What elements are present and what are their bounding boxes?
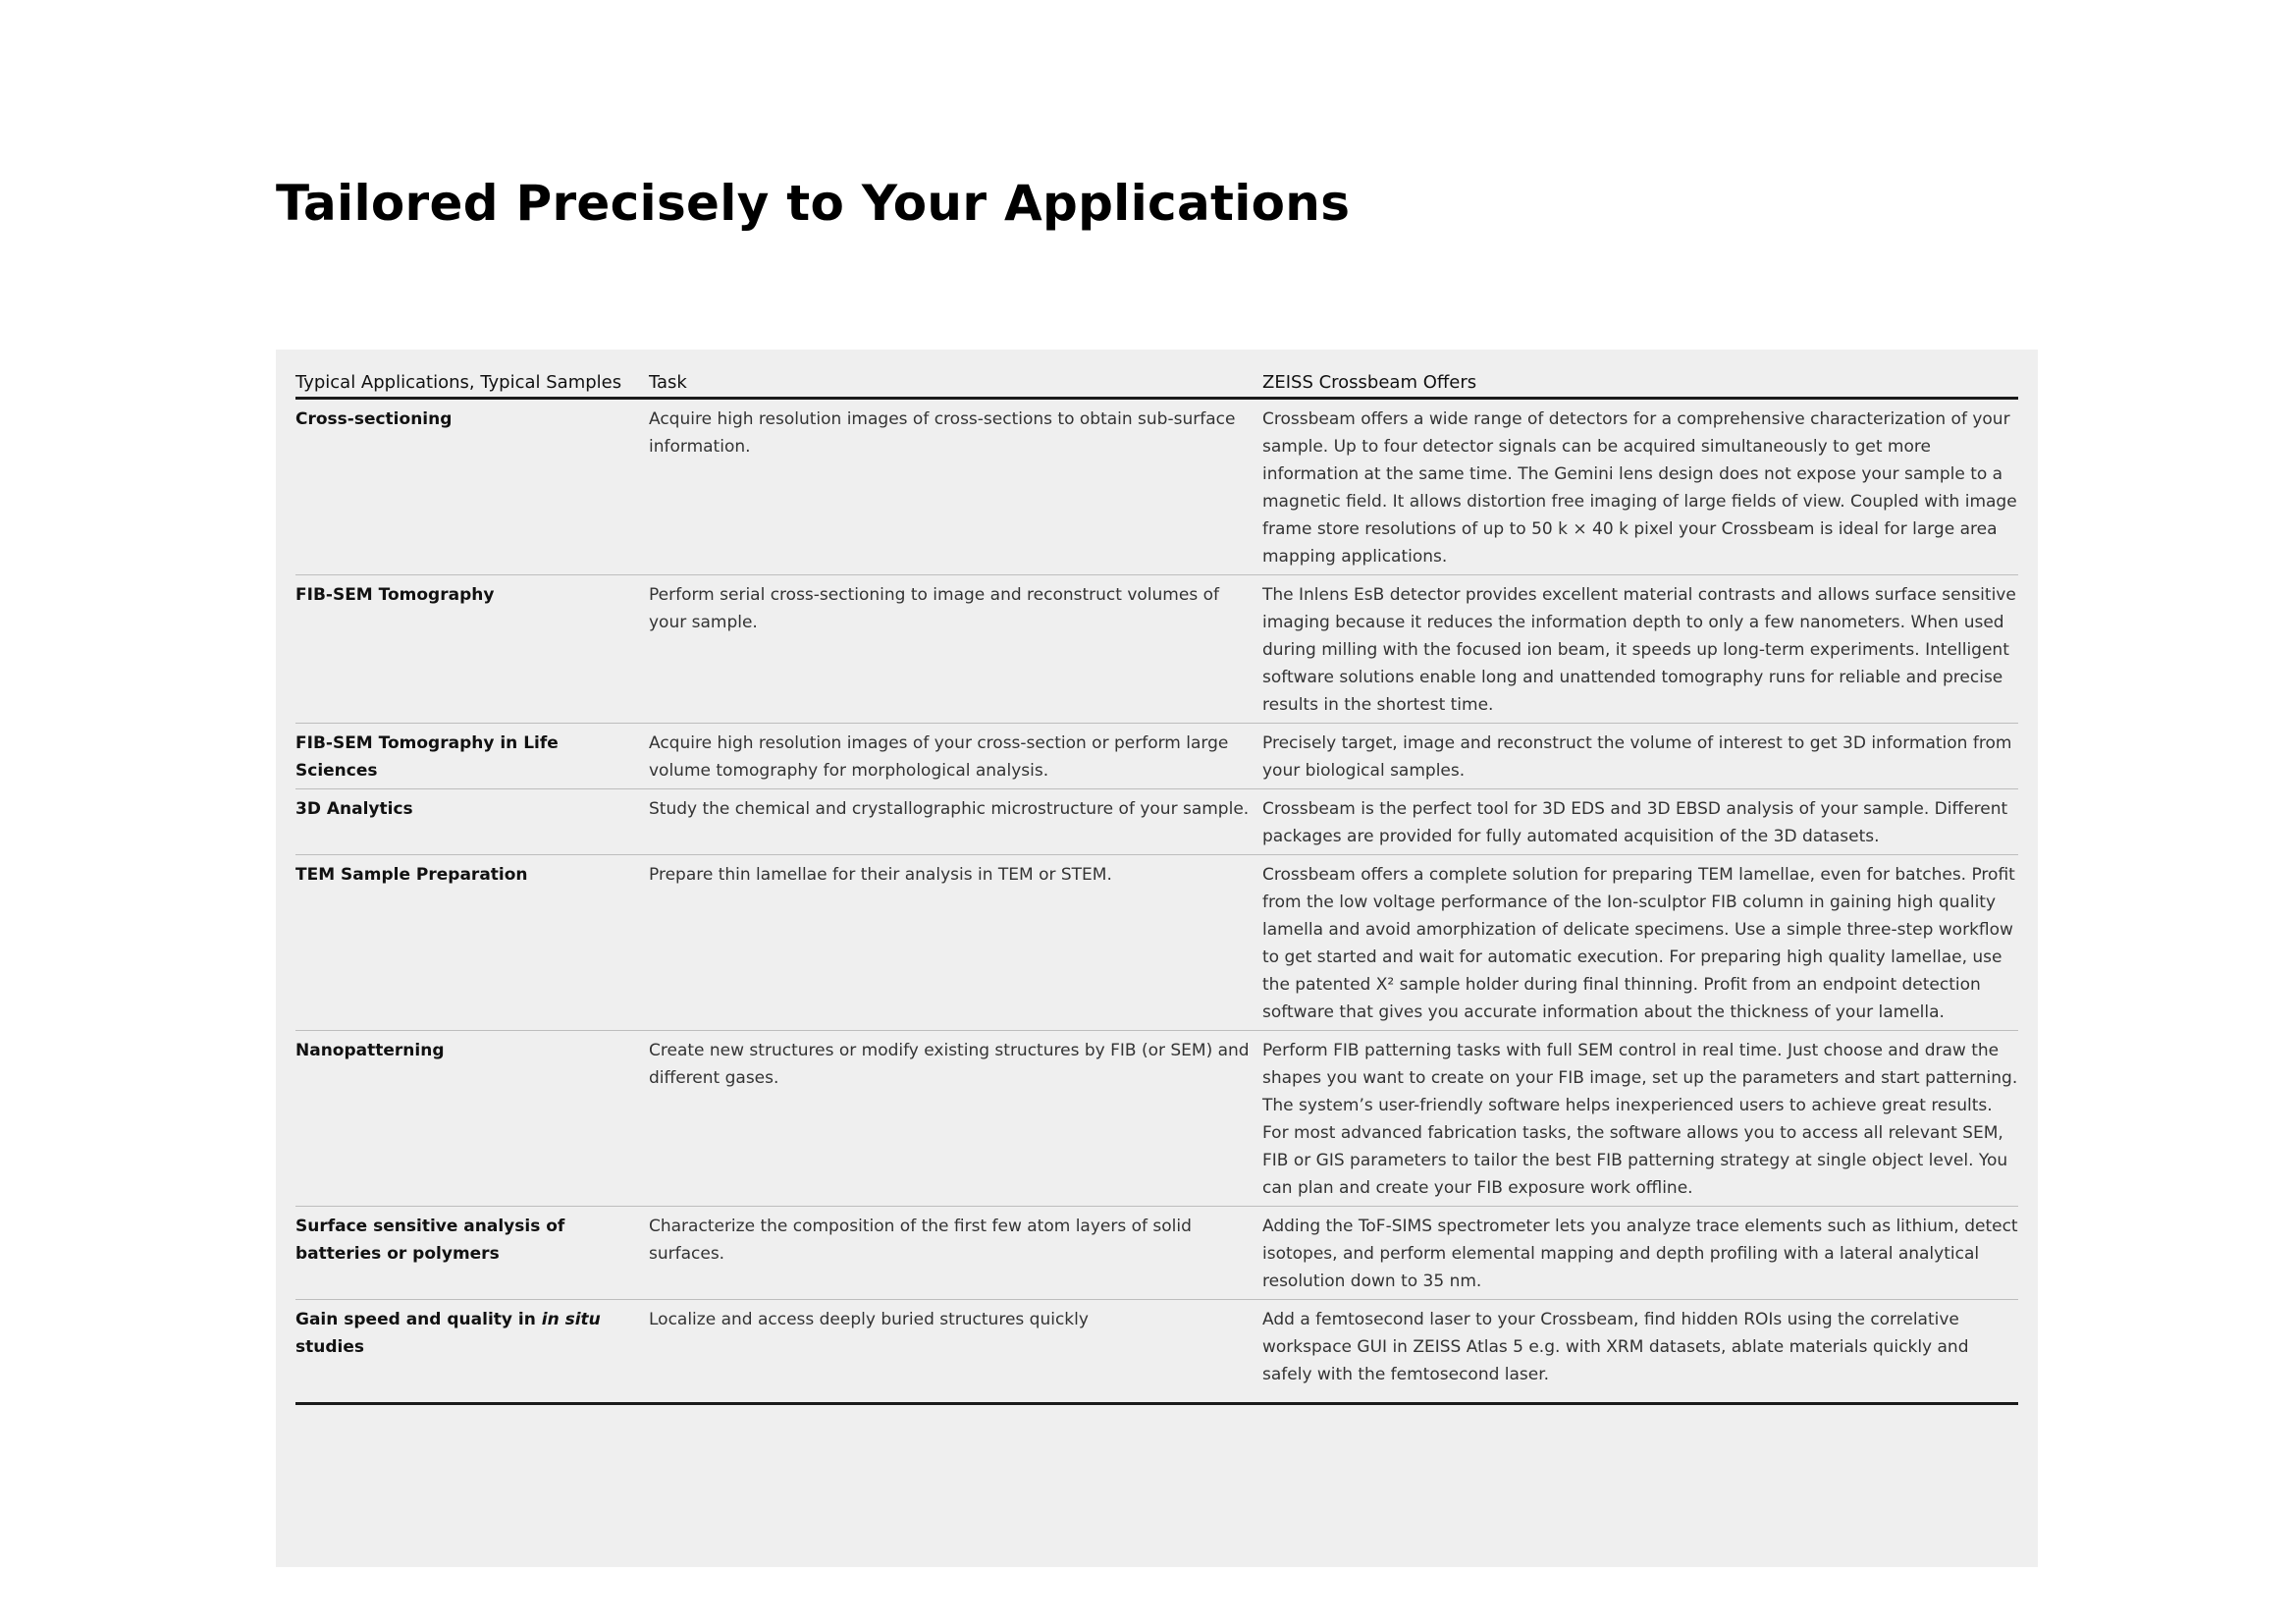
application-text-prefix: Gain speed and quality in [295,1310,542,1329]
application-cell: Surface sensitive analysis of batteries or polymers [295,1207,649,1300]
application-cell: 3D Analytics [295,789,649,855]
application-cell: Nanopatterning [295,1031,649,1207]
offer-cell: The Inlens EsB detector provides excellent material contrasts and allows surface sensitive imaging because it reduces the information depth to only a few nanometers. When used during milling with the focused ion beam, it speeds up long-term experiments. Intelligent software solutions enable long and unattended tomography runs for reliable and precise results in the shortest time. [1262,575,2018,724]
table-wrapper [295,367,2018,1405]
table-row [295,789,2018,855]
task-cell: Acquire high resolution images of your cross-section or perform large volume tomography for morphological analysis. [649,724,1262,789]
table-row [295,1031,2018,1207]
page-title: Tailored Precisely to Your Applications [276,175,1351,232]
table-row [295,575,2018,724]
column-header-offers: ZEISS Crossbeam Offers [1262,367,2018,399]
offer-cell: Crossbeam offers a wide range of detectors for a comprehensive characterization of your sample. Up to four detector signals can be acquired simultaneously to get more information at the same time. The Gemini lens design does not expose your sample to a magnetic field. It allows distortion free imaging of large fields of view. Coupled with image frame store resolutions of up to 50 k × 40 k pixel your Crossbeam is ideal for large area mapping applications. [1262,399,2018,575]
task-cell: Prepare thin lamellae for their analysis in TEM or STEM. [649,855,1262,1031]
column-header-applications: Typical Applications, Typical Samples [295,367,649,399]
table-panel [276,350,2038,1567]
application-cell: Cross-sectioning [295,399,649,575]
offer-cell: Crossbeam offers a complete solution for preparing TEM lamellae, even for batches. Profit from the low voltage performance of the Ion-sculptor FIB column in gaining high quality lamella and avoid amorphization of delicate specimens. Use a simple three-step workflow to get started and wait for automatic execution. For preparing high quality lamellae, use the patented X² sample holder during final thinning. Profit from an endpoint detection software that gives you accurate information about the thickness of your lamella. [1262,855,2018,1031]
table-row [295,855,2018,1031]
offer-cell: Add a femtosecond laser to your Crossbeam, find hidden ROIs using the correlative workspace GUI in ZEISS Atlas 5 e.g. with XRM datasets, ablate materials quickly and safely with the femtosecond laser. [1262,1310,1969,1384]
application-cell: FIB-SEM Tomography [295,575,649,724]
task-cell: Localize and access deeply buried structures quickly [649,1310,1089,1329]
application-text-suffix: studies [295,1337,364,1357]
offer-cell: Crossbeam is the perfect tool for 3D EDS and 3D EBSD analysis of your sample. Different packages are provided for fully automated acquisition of the 3D datasets. [1262,789,2018,855]
application-cell: FIB-SEM Tomography in Life Sciences [295,724,649,789]
column-header-task: Task [649,367,1262,399]
task-cell: Characterize the composition of the first few atom layers of solid surfaces. [649,1207,1262,1300]
application-text-italic: in situ [541,1310,601,1329]
table-header-row [295,367,2018,399]
offer-cell: Perform FIB patterning tasks with full SEM control in real time. Just choose and draw the shapes you want to create on your FIB image, set up the parameters and start patterning. The system’s user-friendly software helps inexperienced users to achieve great results. For most advanced fabrication tasks, the software allows you to access all relevant SEM, FIB or GIS parameters to tailor the best FIB patterning strategy at single object level. You can plan and create your FIB exposure work offline. [1262,1031,2018,1207]
task-cell: Study the chemical and crystallographic microstructure of your sample. [649,789,1262,855]
table-row [295,1300,2018,1404]
table-row [295,1207,2018,1300]
applications-table [295,367,2018,1405]
table-row [295,399,2018,575]
task-cell: Create new structures or modify existing structures by FIB (or SEM) and different gases. [649,1031,1262,1207]
application-cell [295,1300,649,1404]
task-cell: Acquire high resolution images of cross-sections to obtain sub-surface information. [649,399,1262,575]
application-cell: TEM Sample Preparation [295,855,649,1031]
table-row [295,724,2018,789]
offer-cell: Adding the ToF-SIMS spectrometer lets you analyze trace elements such as lithium, detect isotopes, and perform elemental mapping and depth profiling with a lateral analytical resolution down to 35 nm. [1262,1207,2018,1300]
offer-cell: Precisely target, image and reconstruct the volume of interest to get 3D information from your biological samples. [1262,724,2018,789]
task-cell: Perform serial cross-sectioning to image and reconstruct volumes of your sample. [649,575,1262,724]
